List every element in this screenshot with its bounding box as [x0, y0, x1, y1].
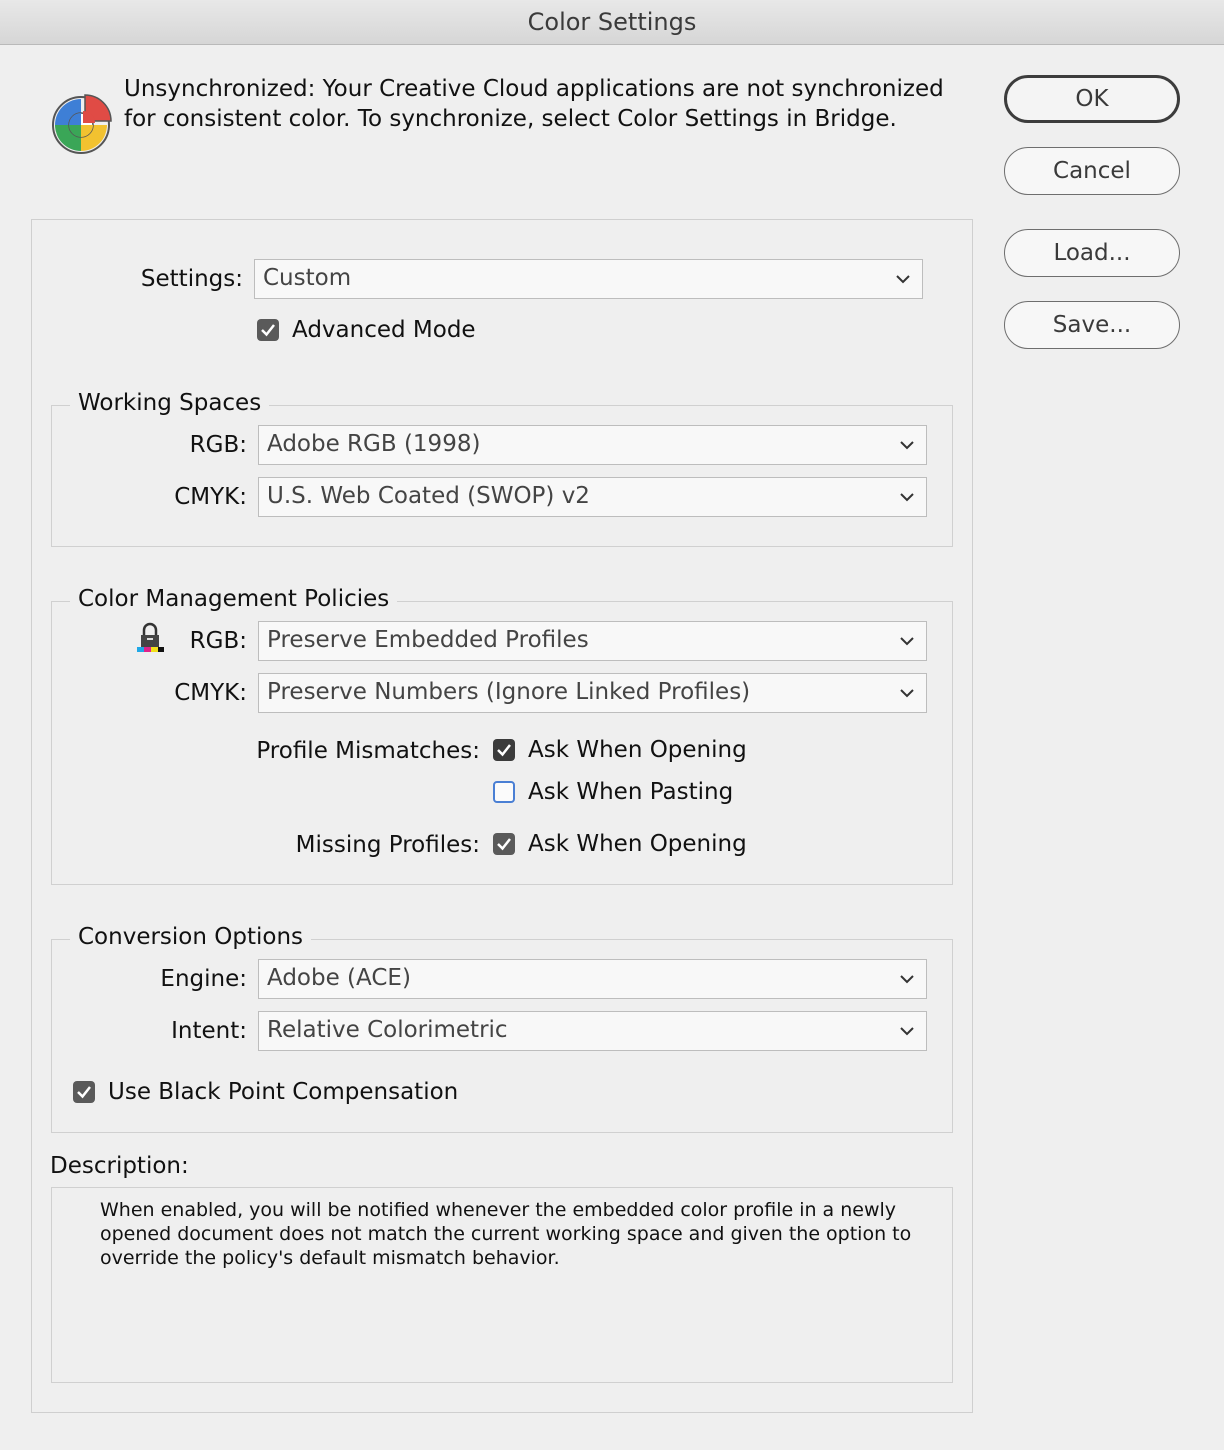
missing-ask-opening-label[interactable]: Ask When Opening [528, 831, 747, 857]
settings-label: Settings: [140, 266, 243, 292]
chevron-down-icon [894, 270, 912, 288]
working-spaces-title: Working Spaces [70, 390, 269, 416]
chevron-down-icon [898, 684, 916, 702]
lock-icon [135, 621, 165, 655]
working-cmyk-value: U.S. Web Coated (SWOP) v2 [267, 483, 590, 509]
policy-rgb-dropdown[interactable] [258, 621, 927, 661]
title-bar[interactable] [0, 0, 1224, 45]
missing-profiles-label: Missing Profiles: [295, 832, 480, 858]
checkmark-icon [259, 321, 277, 339]
working-rgb-label: RGB: [189, 432, 247, 458]
policy-cmyk-label: CMYK: [174, 680, 247, 706]
window-title: Color Settings [527, 8, 697, 36]
chevron-down-icon [898, 970, 916, 988]
policies-title: Color Management Policies [70, 586, 397, 612]
description-label: Description: [50, 1153, 189, 1179]
black-point-compensation-checkbox[interactable] [73, 1081, 95, 1103]
engine-value: Adobe (ACE) [267, 965, 411, 991]
settings-dropdown-value: Custom [263, 265, 352, 291]
description-box [51, 1187, 953, 1383]
intent-label: Intent: [171, 1018, 247, 1044]
intent-value: Relative Colorimetric [267, 1017, 508, 1043]
settings-dropdown[interactable] [254, 259, 923, 299]
black-point-compensation-label[interactable]: Use Black Point Compensation [108, 1079, 459, 1105]
checkmark-icon [495, 835, 513, 853]
working-rgb-value: Adobe RGB (1998) [267, 431, 481, 457]
checkmark-icon [495, 741, 513, 759]
working-cmyk-label: CMYK: [174, 484, 247, 510]
engine-dropdown[interactable] [258, 959, 927, 999]
policy-cmyk-dropdown[interactable] [258, 673, 927, 713]
checkmark-icon [75, 1083, 93, 1101]
cancel-button[interactable]: Cancel [1004, 147, 1180, 195]
intent-dropdown[interactable] [258, 1011, 927, 1051]
ok-button[interactable]: OK [1004, 75, 1180, 123]
save-button[interactable]: Save... [1004, 301, 1180, 349]
color-sync-icon [50, 94, 112, 156]
mismatch-ask-pasting-checkbox[interactable] [493, 781, 515, 803]
description-text: When enabled, you will be notified whenever the embedded color profile in a newly opened document does not match the current working space and given the option to override the policy's default mismatch behavior. [100, 1199, 912, 1269]
sync-status-message: Unsynchronized: Your Creative Cloud applications are not synchronized for consistent color. To synchronize, select Color Settings in Bridge. [124, 76, 944, 132]
policy-cmyk-value: Preserve Numbers (Ignore Linked Profiles) [267, 679, 751, 705]
chevron-down-icon [898, 1022, 916, 1040]
chevron-down-icon [898, 632, 916, 650]
engine-label: Engine: [160, 966, 247, 992]
working-cmyk-dropdown[interactable] [258, 477, 927, 517]
load-button[interactable]: Load... [1004, 229, 1180, 277]
policy-rgb-value: Preserve Embedded Profiles [267, 627, 589, 653]
mismatch-ask-opening-label[interactable]: Ask When Opening [528, 737, 747, 763]
chevron-down-icon [898, 436, 916, 454]
conversion-title: Conversion Options [70, 924, 311, 950]
chevron-down-icon [898, 488, 916, 506]
mismatch-ask-opening-checkbox[interactable] [493, 739, 515, 761]
working-rgb-dropdown[interactable] [258, 425, 927, 465]
advanced-mode-checkbox[interactable] [257, 319, 279, 341]
missing-ask-opening-checkbox[interactable] [493, 833, 515, 855]
mismatch-ask-pasting-label[interactable]: Ask When Pasting [528, 779, 734, 805]
policy-rgb-label: RGB: [189, 628, 247, 654]
profile-mismatches-label: Profile Mismatches: [256, 738, 480, 764]
advanced-mode-label[interactable]: Advanced Mode [292, 317, 476, 343]
